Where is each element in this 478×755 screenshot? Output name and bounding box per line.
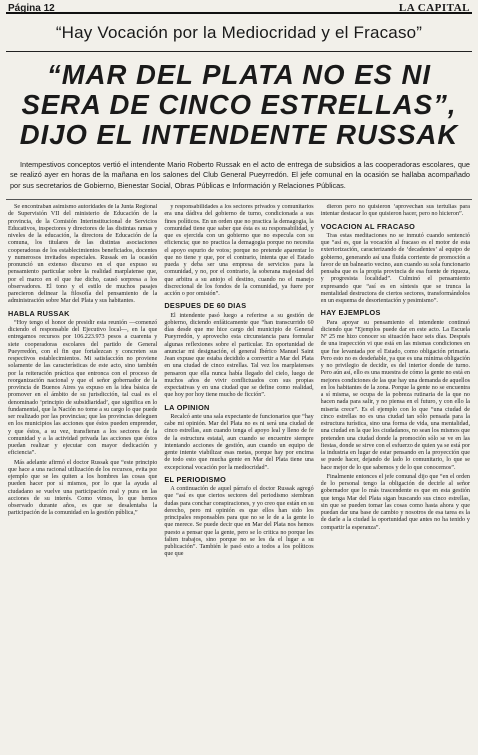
newspaper-name: LA CAPITAL	[398, 2, 470, 14]
headline-line-1: “MAR DEL PLATA NO ES NI	[46, 59, 432, 90]
subheading: LA OPINION	[164, 402, 210, 412]
article-paragraph: El intendente pasó luego a referirse a su gestión de gobierno, diciendo enfáticamente que “han transcurrido 60 días desde que me hice cargo del municipio de General Pueyrredón, y aprovecho esta circunstancia para formular algunas reflexiones sobre el particular. En oportunidad de anunciar mi designación, el general Ibérico Manuel Saint Jean expuse que estaba decidido a convertir a Mar del Plata en una ciudad de cinco estrellas. Tal vez los marplatenses pensaron que ella nunca había llegado del cielo, luego de muchos años de vivir conflictuados con sus propias expectativas y en una ciudad que se define como realidad, que hoy por hoy tiene mucho de ficción”.	[164, 312, 314, 399]
article-paragraph: Finalmente entonces el jefe comunal dijo que “en el orden de lo personal tengo la obligación de decirle al señor gobernador que lo más trascendente es que en esta gestión que tenga Mar del Plata sigan buscando sus cinco estrellas, sin que se pueden tomar las cosas como hasta ahora y que puedan dar una base de cambio y nosotros de esa tarea es la de darle a la ciudad la oportunidad que antes no ha tenido y compartir la esperanza”.	[320, 473, 470, 531]
subheading: VOCACION AL FRACASO	[320, 221, 416, 231]
article-paragraph: Recalcó ante una sala expectante de funcionarios que “hay cabe mi opinión. Mar del Plata no es ni será una ciudad de cinco estrellas, aun cuando tenga el apoyo leal y lleno de fe de la estructura estatal, aun cuando se encuentre siempre intentando acciones de gestión, aun cuando un equipo de gente intente viabilizar esas metas, porque hay por encima de todo esto que mucha gente en Mar del Plata tiene una excepcional vocación por la mediocridad”.	[164, 413, 314, 471]
article-column	[321, 204, 470, 731]
divider	[6, 51, 472, 52]
page-number: Página 12	[8, 3, 55, 14]
article-paragraph: Más adelante afirmó el doctor Russak que “este principio que hace a una racional utilización de los recursos, evita por ejemplo que se les quiten a los hombres las cosas que pueden hacer por sí mismos, por lo que la ayuda al ciudadano se vuelve una participación real y pura en las acciones de su interés. Como vimos, lo que hemos observado durante años, es que se desalentaba la participación de la comunidad en la gestión pública,”	[8, 459, 158, 517]
kicker-headline: “Hay Vocación por la Mediocridad y el Fracaso”	[55, 23, 423, 42]
article-paragraph: Para apoyar su pensamiento el intendente continuó diciendo que “Ejemplos puede dar en este acto. La Escuela Nº 25 me hizo conocer su situación hace seis días. Después de una inspección vi que está en las mismas condiciones en que fue levantada por el Estado, como obligación primaria. Pero esto no es desdeñable, ya que es una mínima obligación y no privilegio de decidir, es del interior donde de turno. Pero aún así, ello es una muestra de cómo la gente no está en mejores condiciones de las que hay una demanda de aquellos en los habitantes de la zona. Porque la gente no se encuentra a sí misma, se ocupa de la pobreza rutinaria de la que no hacen nada para salir, y no piensa en el futuro, y con ello la miseria crece”. Es el ejemplo con lo que “una ciudad de cinco estrellas no es una ciudad tan sólo pensada para la estructura turística, sino una forma de vida, una mentalidad, una ciudad en la que los ciudadanos, no sean los mismos que pretenden una ciudad donde la promoción sólo se ve en las fiestas, donde se sirve con el esfuerzo de quien ya se está por la industria en lugar de estar pensando en la proyección que se puede hacer, dejando de lado lo comunitario, lo que se hace mejor de lo que sabemos y de lo que conocemos”.	[320, 319, 470, 471]
article-paragraph: “Hoy tengo el honor de presidir esta reunión —comenzó diciendo el responsable del Ejecutivo local—, en la que entregamos recursos por 106.223.973 pesos a cuarenta y siete cooperadoras escolares del partido de General Pueyrredón, con el fin que fortalezcan y concreten sus respectivos establecimientos. Mi satisfacción no proviene solamente de las características de este acto, sino también por la reiteración práctica que entronca con el proceso de reorganización nacional y que el señor gobernador de la provincia de Buenos Aires ya expuso en la idea básica de promover en el ámbito de su jurisdicción, tal cual es el denominado ‘principio de subsidiaridad’, que significa en lo fundamental, que la Nación no tome a su cargo lo que puede ser realizado por las provincias; que las provincias deleguen en los municipios las acciones que éstos pueden emprender, y que éstos, a su vez, transfieran a los sectores de la comunidad y a la actividad privada las acciones que éstos puedan realizar y ejecutar con mayor dedicación y eficiencia”.	[8, 319, 158, 457]
article-column	[8, 204, 157, 731]
article-paragraph: y responsabilidades a los sectores privados y comunitarios era una dádiva del gobierno de turno, condicionada a sus fines políticos. En un orden que no practica la demagogia, la comunidad tiene que saber que ésta es su responsabilidad, y que es ejercida con un gobierno que no especula con su eficiencia; que no practica la demagogia porque no necesita el apoyo espurio de votos; porque no pretende aparentar lo que no tiene y que, por el contrario, intenta que el Estado pueda y deba ser una empresa de servicios para la comunidad, y no, por el contrario, la soberana majestad del que arbitra a su antojo el destino, cuando no el manejo discrecional de los fondos de la comunidad, ya fuere por acción o por omisión”.	[164, 204, 314, 298]
article-paragraph: dieron pero no quisieron ‘aprovechan sus tertulias para intentar destacar lo que quisieron hacer, pero no hicieron”.	[320, 204, 470, 218]
article-paragraph: Se encontraban asimismo autoridades de la Junta Regional de Supervisión VII del ministerio de Educación de la provincia, de la Comisión Interinstitucional de Servicios Educativos, inspectores y directores de las distintas ramas y niveles de la educación, la directora de Educación de la comuna, los titulares de las distintas asociaciones cooperadoras de los establecimientos beneficiados, docentes y numerosos invitados especiales. Russak en la ocasión pronunció un extenso discurso en el que expuso su pensamiento particular sobre la realidad marplatense que, por el marco en el que fue dicho, causó sorpresa a los observadores. El tono y el estilo de muchos pasajes parecieron delinear la filosofía del pensamiento de la administración sobre Mar del Plata y sus habitantes.	[8, 204, 158, 305]
article-paragraph: Tras estas meditaciones no se inmutó cuando sentenció que “así es, que la vocación al fracaso es el motor de esta exteriorización, caracterizando de ‘decadentes’ al equipo de gobierno, generando así una fluida corriente de promoción a favor de un balneario vecino, aun cuando su sola funcionario pensaba que es la propia provincia de esa fuente de riqueza, y progresista localidad”. Culminó el pensamiento expresando que “así es en síntesis que se trunca la mentalidad destructora de ciertos sectores, transformándolos en un esquema de desorientación y pesimismo”.	[320, 232, 470, 305]
subheading: HAY EJEMPLOS	[320, 308, 381, 318]
subheading: HABLA RUSSAK	[8, 308, 70, 318]
subheading: EL PERIODISMO	[164, 474, 227, 484]
article-paragraph: A continuación de aquel párrafo el doctor Russak agregó que “así es que ciertos sectores del periodismo siembran dudas para conchar conspiraciones, y yo creo que están en su derecho, pero mi opinión es que ellos han sido los principales responsables para que no se le de a la gente lo que merece. Se puede decir que en Mar del Plata nos hemos puesto a pensar que la gente, pero se lo critica no porque les falten trabajos, sino porque no se les da el lugar a su publicación”. También le pasó esto a todos a los políticos que que	[164, 486, 314, 558]
subheading: DESPUES DE 60 DIAS	[164, 301, 247, 311]
lede-paragraph: Intempestivos conceptos vertió el intendente Mario Roberto Russak en el acto de entrega de subsidios a las cooperadoras escolares, que se realizó ayer en horas de la mañana en los salones del Club General Pueyrredón. El jefe comunal en la ocasión se hallaba acompañado por sus secretarios de Gobierno, Bienestar Social, Obras Públicas e Información y Relaciones Públicas.	[10, 160, 470, 190]
headline-line-2: SERA DE CINCO ESTRELLAS”,	[21, 89, 457, 120]
headline-line-3: DIJO EL INTENDENTE RUSSAK	[19, 119, 459, 150]
masthead	[6, 0, 472, 14]
article-column	[164, 204, 313, 731]
main-headline	[6, 60, 472, 150]
article-columns	[6, 199, 472, 731]
